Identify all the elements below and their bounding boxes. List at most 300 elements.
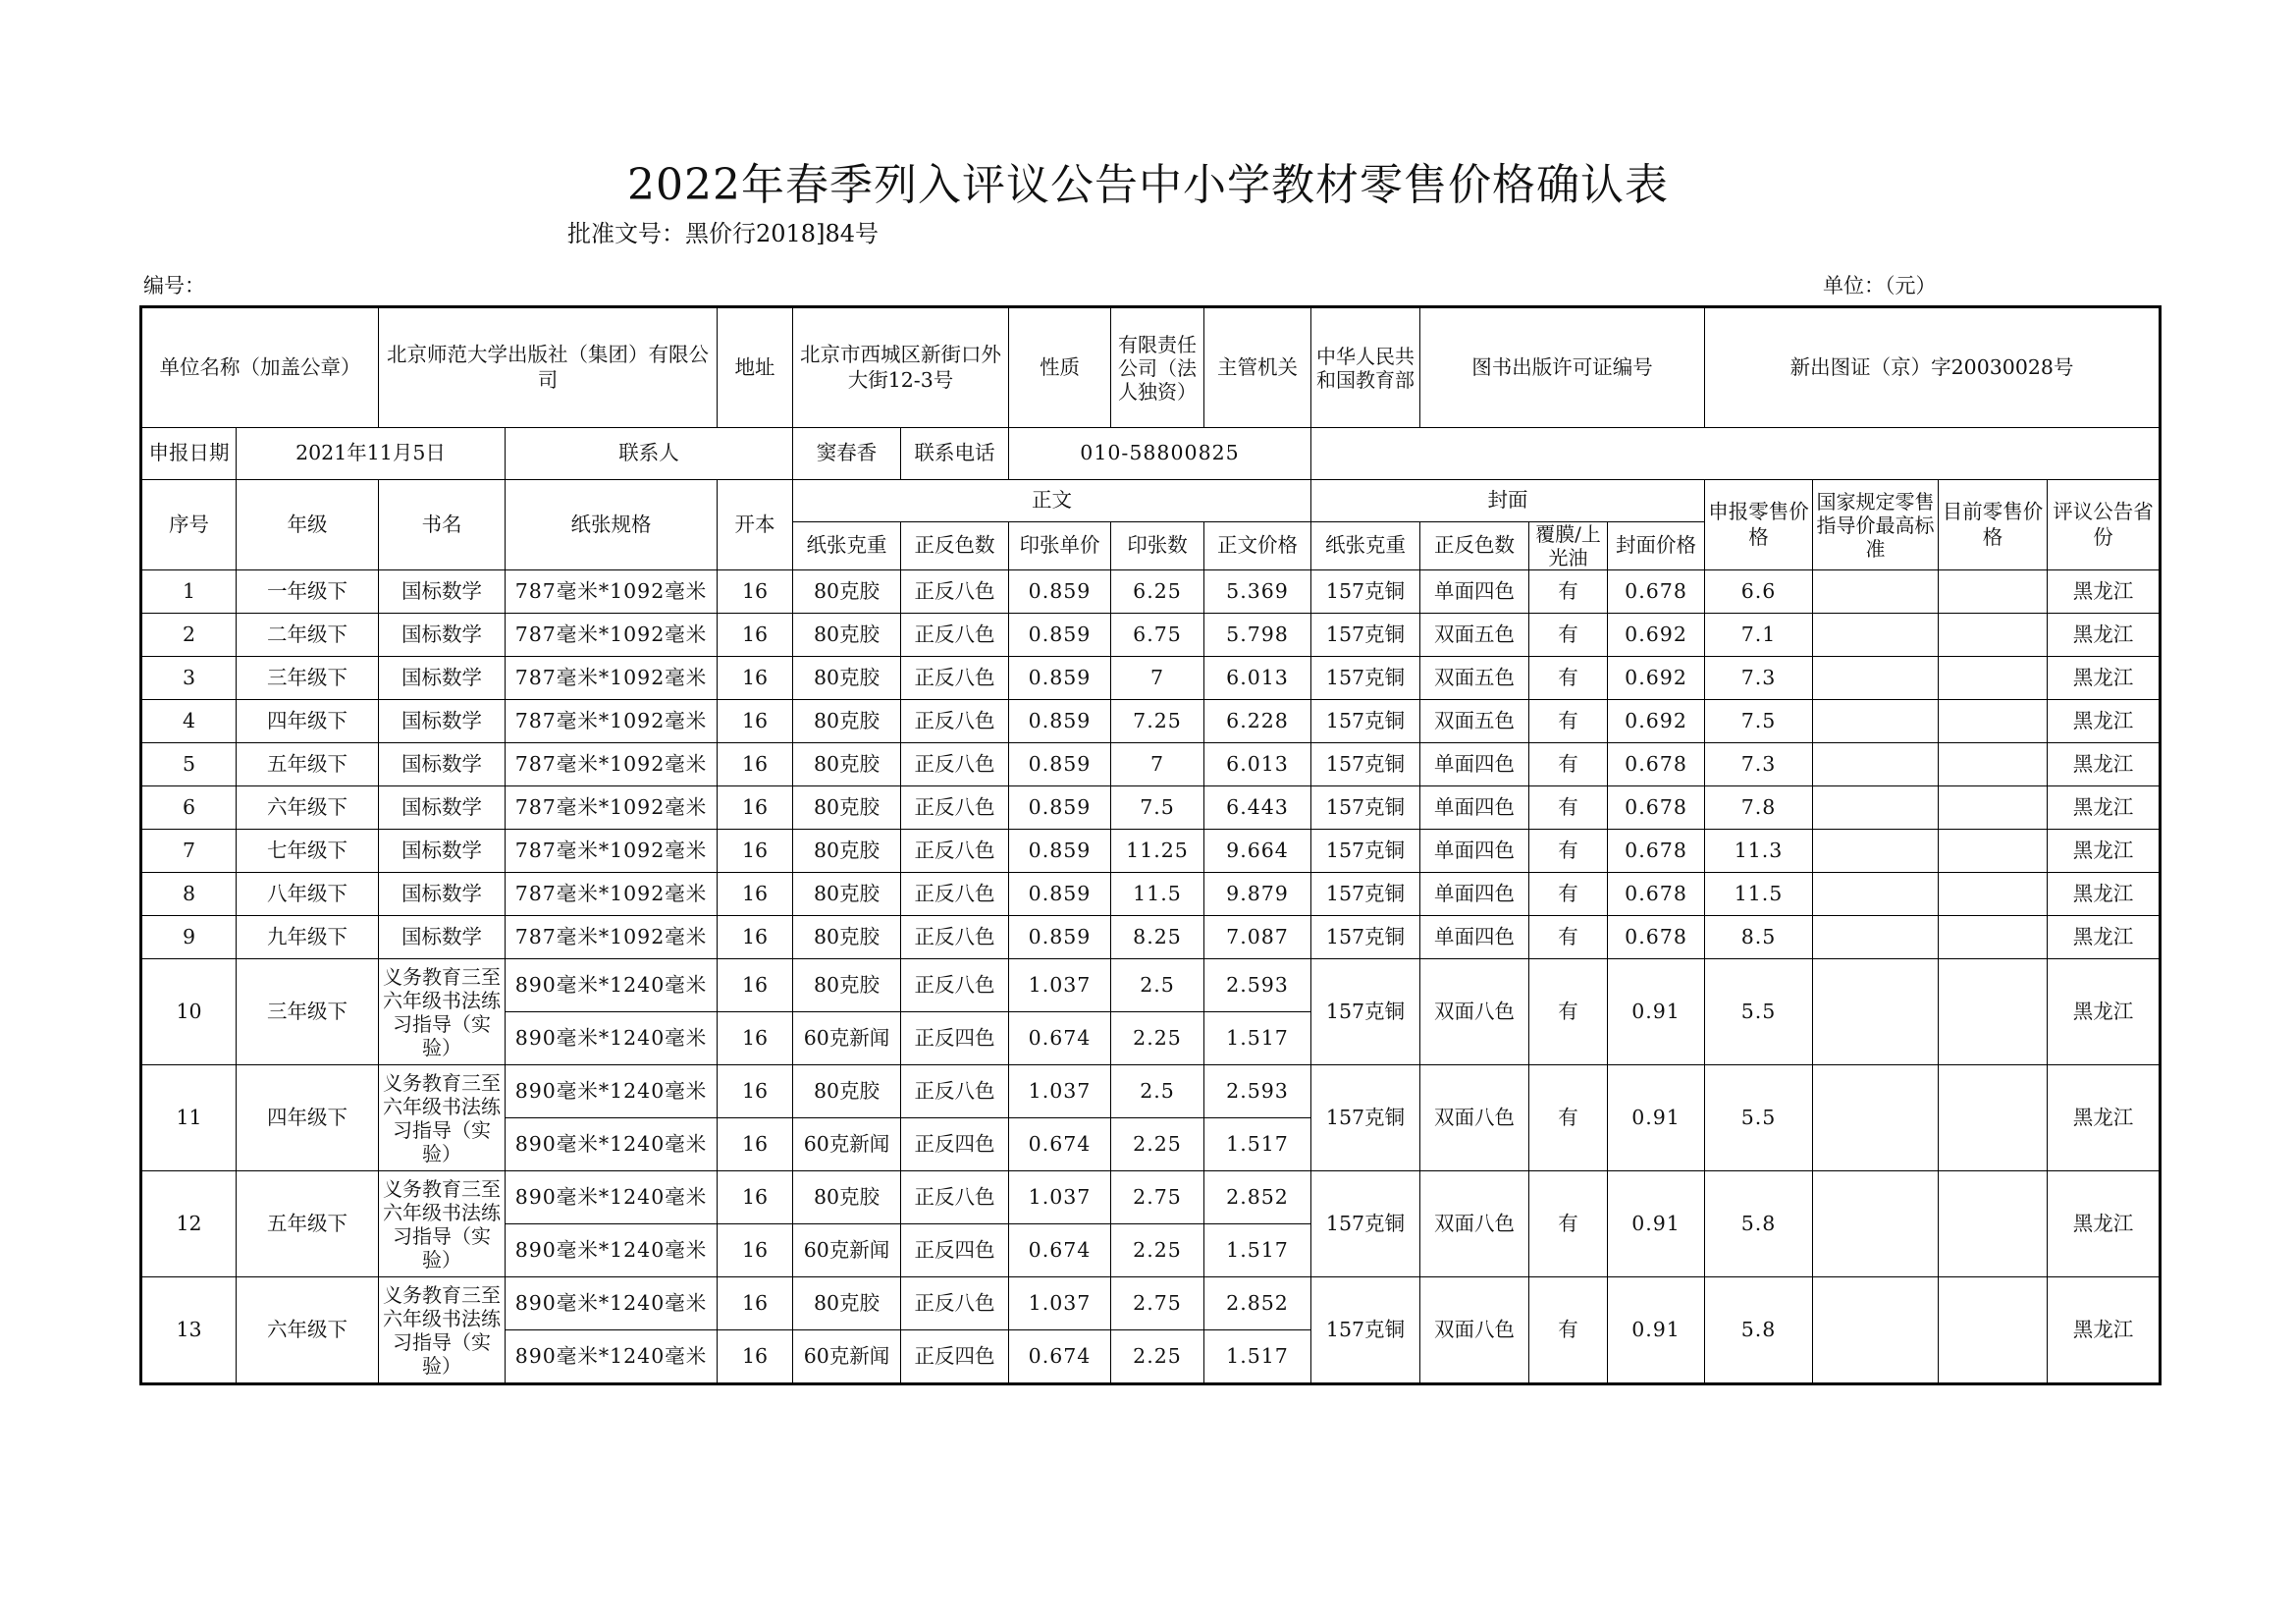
contact-label: 联系人	[506, 428, 793, 480]
national-price-cell	[1813, 830, 1939, 873]
body-paper-cell: 60克新闻	[793, 1012, 901, 1065]
info-blank	[1311, 428, 2161, 480]
province-cell: 黑龙江	[2048, 873, 2161, 916]
paper-spec-cell: 787毫米*1092毫米	[506, 657, 718, 700]
date-value: 2021年11月5日	[237, 428, 506, 480]
header-body-group: 正文	[793, 480, 1311, 522]
body-color-cell: 正反八色	[901, 916, 1009, 959]
province-cell: 黑龙江	[2048, 657, 2161, 700]
cover-paper-cell: 157克铜	[1311, 786, 1420, 830]
current-price-cell	[1939, 743, 2048, 786]
sheet-price-cell: 1.037	[1009, 1277, 1111, 1330]
format-cell: 16	[718, 1224, 793, 1277]
format-cell: 16	[718, 1171, 793, 1224]
body-price-cell: 6.443	[1204, 786, 1311, 830]
paper-spec-cell: 890毫米*1240毫米	[506, 1118, 718, 1171]
format-cell: 16	[718, 916, 793, 959]
sheets-cell: 6.75	[1111, 614, 1204, 657]
address-label: 地址	[718, 307, 793, 428]
declared-price-cell: 5.8	[1705, 1171, 1813, 1277]
sheet-price-cell: 0.859	[1009, 916, 1111, 959]
body-paper-cell: 80克胶	[793, 743, 901, 786]
body-color-cell: 正反八色	[901, 1277, 1009, 1330]
body-paper-cell: 60克新闻	[793, 1330, 901, 1384]
film-cell: 有	[1529, 743, 1608, 786]
header-format: 开本	[718, 480, 793, 570]
declared-price-cell: 7.3	[1705, 743, 1813, 786]
cover-paper-cell: 157克铜	[1311, 916, 1420, 959]
format-cell: 16	[718, 614, 793, 657]
book-cell: 义务教育三至六年级书法练习指导（实验）	[379, 1065, 506, 1171]
table-row	[141, 1277, 2161, 1330]
body-price-cell: 2.593	[1204, 1065, 1311, 1118]
header-grade: 年级	[237, 480, 379, 570]
sheet-price-cell: 1.037	[1009, 1065, 1111, 1118]
seq-cell: 6	[141, 786, 237, 830]
national-price-cell	[1813, 1277, 1939, 1384]
body-color-cell: 正反八色	[901, 1065, 1009, 1118]
body-paper-cell: 60克新闻	[793, 1224, 901, 1277]
province-cell: 黑龙江	[2048, 1171, 2161, 1277]
body-color-cell: 正反八色	[901, 873, 1009, 916]
province-cell: 黑龙江	[2048, 830, 2161, 873]
license-value: 新出图证（京）字20030028号	[1705, 307, 2161, 428]
approval-number: 批准文号：黑价行2018]84号	[567, 220, 879, 247]
national-price-cell	[1813, 786, 1939, 830]
seq-cell: 10	[141, 959, 237, 1065]
table-row	[141, 786, 2161, 830]
body-paper-cell: 80克胶	[793, 570, 901, 614]
cover-color-cell: 双面八色	[1420, 1065, 1529, 1171]
sheet-price-cell: 0.859	[1009, 570, 1111, 614]
sheet-price-cell: 0.859	[1009, 743, 1111, 786]
body-paper-cell: 80克胶	[793, 614, 901, 657]
page-title: 2022年春季列入评议公告中小学教材零售价格确认表	[627, 160, 1669, 210]
national-price-cell	[1813, 959, 1939, 1065]
sheet-price-cell: 0.674	[1009, 1330, 1111, 1384]
cover-price-cell: 0.91	[1608, 959, 1705, 1065]
province-cell: 黑龙江	[2048, 786, 2161, 830]
header-cover-group: 封面	[1311, 480, 1705, 522]
body-color-cell: 正反八色	[901, 786, 1009, 830]
sheets-cell: 7	[1111, 743, 1204, 786]
cover-paper-cell: 157克铜	[1311, 1277, 1420, 1384]
seq-cell: 12	[141, 1171, 237, 1277]
header-cover-paper: 纸张克重	[1311, 522, 1420, 570]
film-cell: 有	[1529, 570, 1608, 614]
body-paper-cell: 80克胶	[793, 916, 901, 959]
current-price-cell	[1939, 700, 2048, 743]
cover-price-cell: 0.678	[1608, 786, 1705, 830]
cover-price-cell: 0.678	[1608, 916, 1705, 959]
film-cell: 有	[1529, 1171, 1608, 1277]
province-cell: 黑龙江	[2048, 743, 2161, 786]
paper-spec-cell: 787毫米*1092毫米	[506, 743, 718, 786]
paper-spec-cell: 890毫米*1240毫米	[506, 1012, 718, 1065]
table-row	[141, 614, 2161, 657]
format-cell: 16	[718, 1118, 793, 1171]
national-price-cell	[1813, 614, 1939, 657]
grade-cell: 二年级下	[237, 614, 379, 657]
body-price-cell: 9.879	[1204, 873, 1311, 916]
unit-label: 单位：（元）	[1823, 274, 1937, 298]
cover-paper-cell: 157克铜	[1311, 1065, 1420, 1171]
province-cell: 黑龙江	[2048, 916, 2161, 959]
sheets-cell: 2.25	[1111, 1012, 1204, 1065]
nature-label: 性质	[1009, 307, 1111, 428]
book-cell: 义务教育三至六年级书法练习指导（实验）	[379, 1171, 506, 1277]
body-paper-cell: 80克胶	[793, 873, 901, 916]
sheet-price-cell: 0.674	[1009, 1118, 1111, 1171]
seq-cell: 4	[141, 700, 237, 743]
province-cell: 黑龙江	[2048, 700, 2161, 743]
declared-price-cell: 7.1	[1705, 614, 1813, 657]
film-cell: 有	[1529, 614, 1608, 657]
paper-spec-cell: 787毫米*1092毫米	[506, 700, 718, 743]
body-paper-cell: 60克新闻	[793, 1118, 901, 1171]
cover-color-cell: 单面四色	[1420, 830, 1529, 873]
film-cell: 有	[1529, 657, 1608, 700]
cover-price-cell: 0.692	[1608, 657, 1705, 700]
declared-price-cell: 7.5	[1705, 700, 1813, 743]
sheets-cell: 6.25	[1111, 570, 1204, 614]
contact-value: 窦春香	[793, 428, 901, 480]
sheet-price-cell: 1.037	[1009, 1171, 1111, 1224]
body-price-cell: 7.087	[1204, 916, 1311, 959]
seq-cell: 1	[141, 570, 237, 614]
format-cell: 16	[718, 1012, 793, 1065]
body-paper-cell: 80克胶	[793, 1065, 901, 1118]
cover-color-cell: 双面八色	[1420, 1277, 1529, 1384]
sheets-cell: 2.25	[1111, 1118, 1204, 1171]
format-cell: 16	[718, 1065, 793, 1118]
header-cover-price: 封面价格	[1608, 522, 1705, 570]
table-row	[141, 570, 2161, 614]
book-cell: 国标数学	[379, 657, 506, 700]
sheets-cell: 7.25	[1111, 700, 1204, 743]
body-price-cell: 5.798	[1204, 614, 1311, 657]
body-color-cell: 正反八色	[901, 743, 1009, 786]
grade-cell: 三年级下	[237, 959, 379, 1065]
book-cell: 国标数学	[379, 786, 506, 830]
body-color-cell: 正反四色	[901, 1224, 1009, 1277]
declared-price-cell: 11.5	[1705, 873, 1813, 916]
film-cell: 有	[1529, 873, 1608, 916]
format-cell: 16	[718, 743, 793, 786]
header-province: 评议公告省份	[2048, 480, 2161, 570]
body-color-cell: 正反八色	[901, 1171, 1009, 1224]
table-row	[141, 1065, 2161, 1118]
paper-spec-cell: 787毫米*1092毫米	[506, 786, 718, 830]
body-paper-cell: 80克胶	[793, 1171, 901, 1224]
film-cell: 有	[1529, 959, 1608, 1065]
grade-cell: 九年级下	[237, 916, 379, 959]
cover-color-cell: 双面五色	[1420, 700, 1529, 743]
grade-cell: 四年级下	[237, 1065, 379, 1171]
sheet-price-cell: 0.859	[1009, 873, 1111, 916]
cover-paper-cell: 157克铜	[1311, 1171, 1420, 1277]
sheets-cell: 11.5	[1111, 873, 1204, 916]
declared-price-cell: 7.8	[1705, 786, 1813, 830]
body-price-cell: 1.517	[1204, 1012, 1311, 1065]
body-color-cell: 正反八色	[901, 614, 1009, 657]
format-cell: 16	[718, 786, 793, 830]
film-cell: 有	[1529, 786, 1608, 830]
film-cell: 有	[1529, 830, 1608, 873]
table-row	[141, 657, 2161, 700]
film-cell: 有	[1529, 916, 1608, 959]
declared-price-cell: 11.3	[1705, 830, 1813, 873]
seq-cell: 3	[141, 657, 237, 700]
province-cell: 黑龙江	[2048, 1277, 2161, 1384]
province-cell: 黑龙江	[2048, 614, 2161, 657]
header-current-price: 目前零售价格	[1939, 480, 2048, 570]
body-paper-cell: 80克胶	[793, 700, 901, 743]
cover-price-cell: 0.678	[1608, 873, 1705, 916]
cover-price-cell: 0.692	[1608, 700, 1705, 743]
declared-price-cell: 5.8	[1705, 1277, 1813, 1384]
sheet-price-cell: 0.859	[1009, 830, 1111, 873]
cover-price-cell: 0.91	[1608, 1065, 1705, 1171]
sheet-price-cell: 0.859	[1009, 657, 1111, 700]
grade-cell: 八年级下	[237, 873, 379, 916]
paper-spec-cell: 890毫米*1240毫米	[506, 1224, 718, 1277]
phone-label: 联系电话	[901, 428, 1009, 480]
province-cell: 黑龙江	[2048, 959, 2161, 1065]
format-cell: 16	[718, 873, 793, 916]
paper-spec-cell: 890毫米*1240毫米	[506, 1330, 718, 1384]
cover-color-cell: 双面八色	[1420, 959, 1529, 1065]
seq-cell: 11	[141, 1065, 237, 1171]
format-cell: 16	[718, 700, 793, 743]
body-price-cell: 2.852	[1204, 1171, 1311, 1224]
cover-price-cell: 0.678	[1608, 830, 1705, 873]
film-cell: 有	[1529, 700, 1608, 743]
current-price-cell	[1939, 873, 2048, 916]
header-cover-color: 正反色数	[1420, 522, 1529, 570]
grade-cell: 一年级下	[237, 570, 379, 614]
sheets-cell: 2.75	[1111, 1171, 1204, 1224]
body-price-cell: 5.369	[1204, 570, 1311, 614]
current-price-cell	[1939, 959, 2048, 1065]
paper-spec-cell: 890毫米*1240毫米	[506, 959, 718, 1012]
unit-name-label: 单位名称（加盖公章）	[141, 307, 379, 428]
nature-value: 有限责任公司（法人独资）	[1111, 307, 1204, 428]
province-cell: 黑龙江	[2048, 1065, 2161, 1171]
current-price-cell	[1939, 786, 2048, 830]
cover-paper-cell: 157克铜	[1311, 743, 1420, 786]
header-sheets: 印张数	[1111, 522, 1204, 570]
table-row	[141, 873, 2161, 916]
national-price-cell	[1813, 1065, 1939, 1171]
header-national-price: 国家规定零售指导价最高标准	[1813, 480, 1939, 570]
paper-spec-cell: 787毫米*1092毫米	[506, 614, 718, 657]
body-color-cell: 正反四色	[901, 1118, 1009, 1171]
current-price-cell	[1939, 916, 2048, 959]
grade-cell: 四年级下	[237, 700, 379, 743]
body-paper-cell: 80克胶	[793, 786, 901, 830]
sheet-price-cell: 0.674	[1009, 1224, 1111, 1277]
book-cell: 国标数学	[379, 830, 506, 873]
header-seq: 序号	[141, 480, 237, 570]
body-color-cell: 正反八色	[901, 959, 1009, 1012]
book-cell: 国标数学	[379, 916, 506, 959]
body-price-cell: 9.664	[1204, 830, 1311, 873]
format-cell: 16	[718, 1330, 793, 1384]
body-paper-cell: 80克胶	[793, 830, 901, 873]
film-cell: 有	[1529, 1065, 1608, 1171]
header-book: 书名	[379, 480, 506, 570]
cover-color-cell: 单面四色	[1420, 873, 1529, 916]
current-price-cell	[1939, 1065, 2048, 1171]
body-price-cell: 6.228	[1204, 700, 1311, 743]
cover-color-cell: 双面五色	[1420, 614, 1529, 657]
book-cell: 国标数学	[379, 570, 506, 614]
province-cell: 黑龙江	[2048, 570, 2161, 614]
cover-color-cell: 双面八色	[1420, 1171, 1529, 1277]
cover-price-cell: 0.692	[1608, 614, 1705, 657]
authority-label: 主管机关	[1204, 307, 1311, 428]
cover-paper-cell: 157克铜	[1311, 873, 1420, 916]
national-price-cell	[1813, 700, 1939, 743]
seq-cell: 2	[141, 614, 237, 657]
body-color-cell: 正反八色	[901, 570, 1009, 614]
cover-color-cell: 单面四色	[1420, 916, 1529, 959]
sheet-price-cell: 1.037	[1009, 959, 1111, 1012]
sheets-cell: 7.5	[1111, 786, 1204, 830]
paper-spec-cell: 890毫米*1240毫米	[506, 1065, 718, 1118]
date-label: 申报日期	[141, 428, 237, 480]
current-price-cell	[1939, 614, 2048, 657]
header-film: 覆膜/上光油	[1529, 522, 1608, 570]
table-row	[141, 1171, 2161, 1224]
seq-cell: 13	[141, 1277, 237, 1384]
cover-color-cell: 单面四色	[1420, 786, 1529, 830]
film-cell: 有	[1529, 1277, 1608, 1384]
table-row	[141, 959, 2161, 1012]
header-body-price: 正文价格	[1204, 522, 1311, 570]
body-price-cell: 1.517	[1204, 1118, 1311, 1171]
grade-cell: 七年级下	[237, 830, 379, 873]
seq-cell: 7	[141, 830, 237, 873]
cover-paper-cell: 157克铜	[1311, 570, 1420, 614]
cover-color-cell: 双面五色	[1420, 657, 1529, 700]
current-price-cell	[1939, 570, 2048, 614]
format-cell: 16	[718, 570, 793, 614]
license-label: 图书出版许可证编号	[1420, 307, 1705, 428]
book-cell: 国标数学	[379, 614, 506, 657]
paper-spec-cell: 787毫米*1092毫米	[506, 570, 718, 614]
cover-price-cell: 0.91	[1608, 1171, 1705, 1277]
number-label: 编号：	[143, 274, 205, 298]
seq-cell: 9	[141, 916, 237, 959]
header-declared-price: 申报零售价格	[1705, 480, 1813, 570]
paper-spec-cell: 787毫米*1092毫米	[506, 873, 718, 916]
paper-spec-cell: 890毫米*1240毫米	[506, 1171, 718, 1224]
book-cell: 国标数学	[379, 700, 506, 743]
format-cell: 16	[718, 959, 793, 1012]
national-price-cell	[1813, 873, 1939, 916]
body-price-cell: 2.593	[1204, 959, 1311, 1012]
header-sheet-price: 印张单价	[1009, 522, 1111, 570]
declared-price-cell: 5.5	[1705, 959, 1813, 1065]
cover-price-cell: 0.678	[1608, 743, 1705, 786]
paper-spec-cell: 890毫米*1240毫米	[506, 1277, 718, 1330]
unit-name-value: 北京师范大学出版社（集团）有限公司	[379, 307, 718, 428]
sheets-cell: 2.25	[1111, 1224, 1204, 1277]
body-paper-cell: 80克胶	[793, 657, 901, 700]
authority-value: 中华人民共和国教育部	[1311, 307, 1420, 428]
sheets-cell: 11.25	[1111, 830, 1204, 873]
book-cell: 义务教育三至六年级书法练习指导（实验）	[379, 1277, 506, 1384]
sheets-cell: 7	[1111, 657, 1204, 700]
national-price-cell	[1813, 1171, 1939, 1277]
declared-price-cell: 7.3	[1705, 657, 1813, 700]
grade-cell: 五年级下	[237, 743, 379, 786]
cover-color-cell: 单面四色	[1420, 570, 1529, 614]
national-price-cell	[1813, 570, 1939, 614]
paper-spec-cell: 787毫米*1092毫米	[506, 916, 718, 959]
sheets-cell: 8.25	[1111, 916, 1204, 959]
body-price-cell: 6.013	[1204, 657, 1311, 700]
current-price-cell	[1939, 1277, 2048, 1384]
table-row	[141, 743, 2161, 786]
table-row	[141, 700, 2161, 743]
paper-spec-cell: 787毫米*1092毫米	[506, 830, 718, 873]
body-color-cell: 正反四色	[901, 1330, 1009, 1384]
address-value: 北京市西城区新街口外大街12-3号	[793, 307, 1009, 428]
body-price-cell: 1.517	[1204, 1224, 1311, 1277]
sheets-cell: 2.5	[1111, 1065, 1204, 1118]
format-cell: 16	[718, 1277, 793, 1330]
body-paper-cell: 80克胶	[793, 1277, 901, 1330]
table-row	[141, 916, 2161, 959]
sheet-price-cell: 0.859	[1009, 614, 1111, 657]
national-price-cell	[1813, 743, 1939, 786]
cover-paper-cell: 157克铜	[1311, 700, 1420, 743]
sheet-price-cell: 0.859	[1009, 786, 1111, 830]
national-price-cell	[1813, 657, 1939, 700]
sheet-price-cell: 0.674	[1009, 1012, 1111, 1065]
declared-price-cell: 5.5	[1705, 1065, 1813, 1171]
body-paper-cell: 80克胶	[793, 959, 901, 1012]
declared-price-cell: 6.6	[1705, 570, 1813, 614]
format-cell: 16	[718, 830, 793, 873]
grade-cell: 六年级下	[237, 786, 379, 830]
header-body-paper: 纸张克重	[793, 522, 901, 570]
body-color-cell: 正反八色	[901, 830, 1009, 873]
current-price-cell	[1939, 1171, 2048, 1277]
cover-price-cell: 0.678	[1608, 570, 1705, 614]
book-cell: 义务教育三至六年级书法练习指导（实验）	[379, 959, 506, 1065]
cover-paper-cell: 157克铜	[1311, 614, 1420, 657]
national-price-cell	[1813, 916, 1939, 959]
body-price-cell: 2.852	[1204, 1277, 1311, 1330]
declared-price-cell: 8.5	[1705, 916, 1813, 959]
grade-cell: 六年级下	[237, 1277, 379, 1384]
seq-cell: 8	[141, 873, 237, 916]
cover-paper-cell: 157克铜	[1311, 657, 1420, 700]
body-color-cell: 正反八色	[901, 700, 1009, 743]
cover-paper-cell: 157克铜	[1311, 959, 1420, 1065]
format-cell: 16	[718, 657, 793, 700]
cover-paper-cell: 157克铜	[1311, 830, 1420, 873]
book-cell: 国标数学	[379, 743, 506, 786]
sheets-cell: 2.5	[1111, 959, 1204, 1012]
header-body-color: 正反色数	[901, 522, 1009, 570]
book-cell: 国标数学	[379, 873, 506, 916]
sheet-price-cell: 0.859	[1009, 700, 1111, 743]
